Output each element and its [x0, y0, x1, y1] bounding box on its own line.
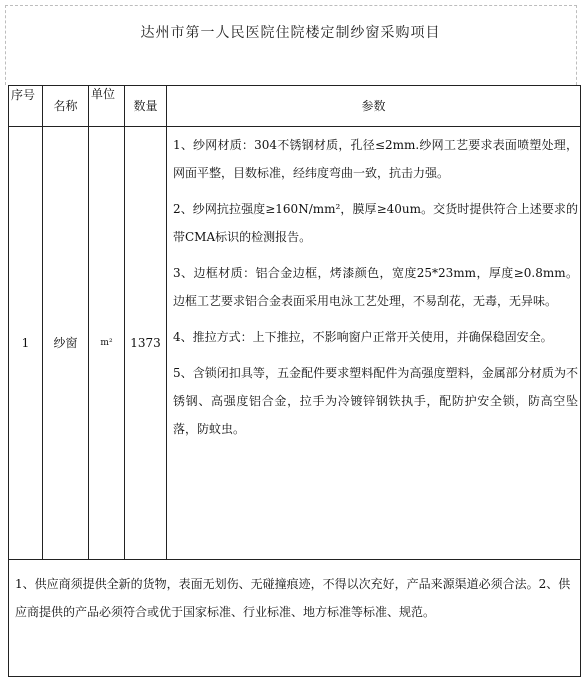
param-item-5: 5、含锁闭扣具等，五金配件要求塑料配件为高强度塑料，金属部分材质为不锈钢、高强度铝合金，拉手为冷镀锌钢铁执手，配防护安全锁，防高空坠落，防蚊虫。 — [173, 366, 578, 436]
spec-table — [8, 85, 581, 677]
header-name: 名称 — [43, 86, 89, 127]
notes-row — [9, 560, 581, 677]
row-params — [167, 127, 581, 560]
document-title: 达州市第一人民医院住院楼定制纱窗采购项目 — [140, 25, 441, 41]
notes-cell — [9, 560, 581, 677]
row-qty: 1373 — [125, 127, 167, 560]
table-row — [9, 127, 581, 560]
header-params: 参数 — [167, 86, 581, 127]
page-frame-top — [5, 5, 577, 6]
param-item-1: 1、纱网材质：304不锈钢材质，孔径≤2mm.纱网工艺要求表面喷塑处理，网面平整，目数标准，经纬度弯曲一致，抗击力强。 — [173, 138, 578, 180]
header-unit: 单位 — [89, 86, 125, 127]
page-frame-right — [576, 5, 577, 85]
header-qty: 数量 — [125, 86, 167, 127]
param-item-2: 2、纱网抗拉强度≥160N/mm²，膜厚≥40um。交货时提供符合上述要求的带CMA标识的检测报告。 — [173, 202, 578, 244]
row-no: 1 — [9, 127, 43, 560]
notes-text: 1、供应商须提供全新的货物，表面无划伤、无碰撞痕迹，不得以次充好，产品来源渠道必须合法。2、供应商提供的产品必须符合或优于国家标准、行业标准、地方标准等标准、规范。 — [15, 577, 571, 619]
param-item-3: 3、边框材质：铝合金边框，烤漆颜色，宽度25*23mm，厚度≥0.8mm。边框工艺要求铝合金表面采用电泳工艺处理，不易刮花，无毒，无异味。 — [173, 266, 578, 308]
header-no: 序号 — [9, 86, 43, 127]
row-unit: m² — [89, 127, 125, 560]
table-header-row — [9, 86, 581, 127]
page-frame-left — [5, 5, 6, 85]
row-name: 纱窗 — [43, 127, 89, 560]
param-item-4: 4、推拉方式：上下推拉，不影响窗户正常开关使用，并确保稳固安全。 — [173, 330, 553, 344]
